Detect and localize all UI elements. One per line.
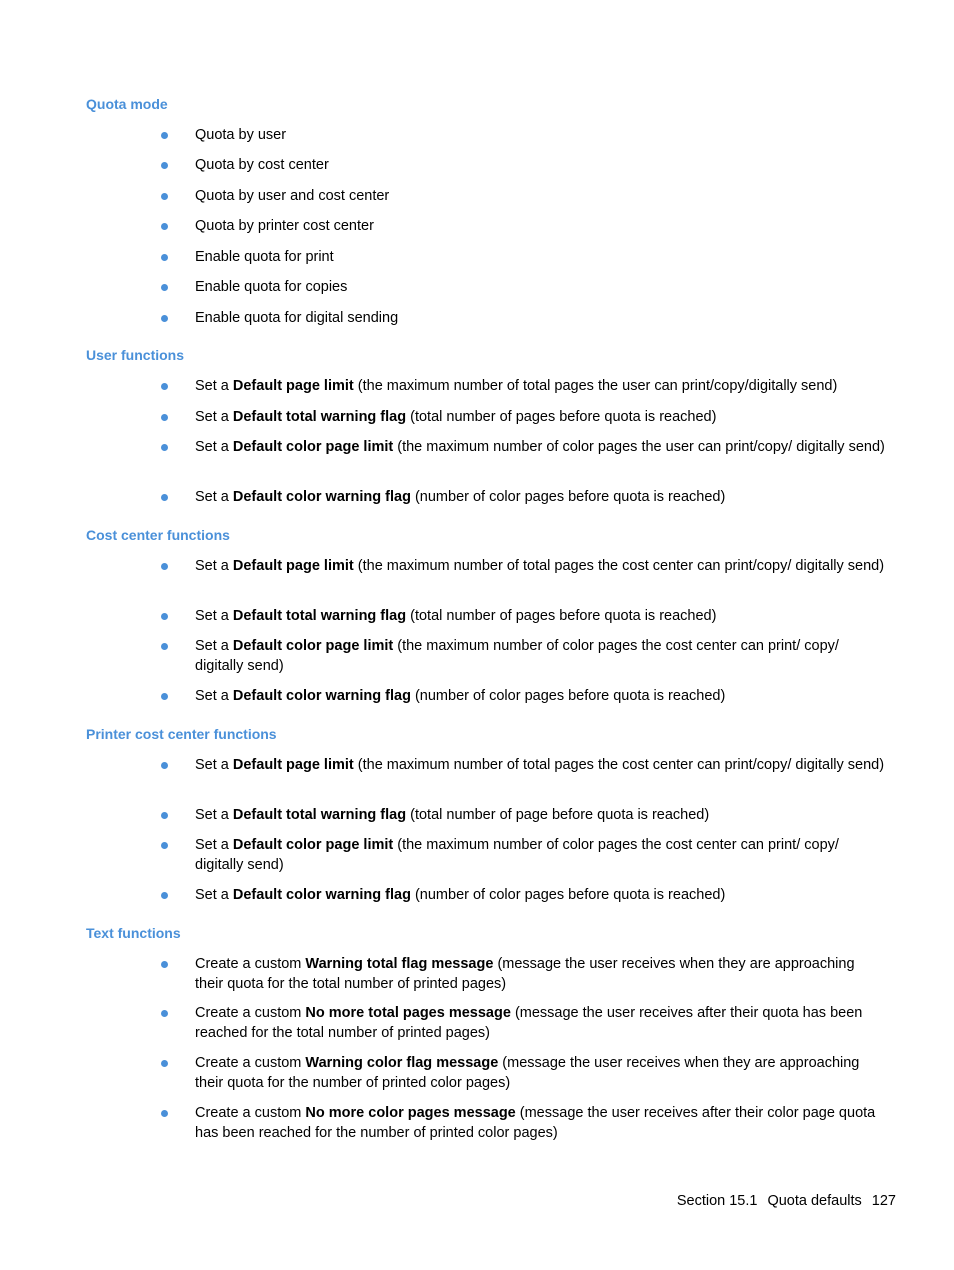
footer-title: Quota defaults [767, 1193, 862, 1209]
list-item: Enable quota for copies [195, 278, 885, 298]
list-item: Quota by user [195, 126, 885, 146]
list-item: Enable quota for digital sending [195, 309, 885, 329]
list-item: Set a Default color warning flag (number of color pages before quota is reached) [195, 886, 885, 906]
bullet-icon [161, 563, 168, 570]
bullet-icon [161, 613, 168, 620]
bullet-icon [161, 162, 168, 169]
list-item: Set a Default page limit (the maximum number of total pages the cost center can print/copy/ digitally send) [195, 557, 885, 577]
page-number: 127 [871, 1193, 896, 1209]
list-item: Set a Default total warning flag (total number of pages before quota is reached) [195, 607, 885, 627]
list-item: Set a Default color page limit (the maximum number of color pages the cost center can print/ copy/ digitally send) [195, 637, 885, 676]
list-item: Set a Default color page limit (the maximum number of color pages the cost center can print/ copy/ digitally send) [195, 836, 885, 875]
bullet-icon [161, 892, 168, 899]
bullet-icon [161, 132, 168, 139]
heading-user-functions: User functions [86, 347, 185, 363]
list-item: Quota by printer cost center [195, 217, 885, 237]
bullet-icon [161, 254, 168, 261]
list-item: Create a custom No more total pages message (message the user receives after their quota has been reached for the total number of printed pages) [195, 1004, 885, 1043]
bullet-icon [161, 812, 168, 819]
bullet-icon [161, 414, 168, 421]
bullet-icon [161, 762, 168, 769]
list-item: Create a custom Warning total flag message (message the user receives when they are approaching their quota for the total number of printed pages) [195, 955, 885, 994]
bullet-icon [161, 193, 168, 200]
list-item: Set a Default total warning flag (total number of page before quota is reached) [195, 806, 885, 826]
bullet-icon [161, 315, 168, 322]
bullet-icon [161, 1060, 168, 1067]
list-item: Enable quota for print [195, 248, 885, 268]
bullet-icon [161, 1010, 168, 1017]
list-item: Set a Default color warning flag (number of color pages before quota is reached) [195, 488, 885, 508]
list-item: Set a Default color warning flag (number of color pages before quota is reached) [195, 687, 885, 707]
list-item: Create a custom No more color pages message (message the user receives after their color page quota has been reached for the number of printed color pages) [195, 1104, 885, 1143]
heading-printer-cost-center-functions: Printer cost center functions [86, 726, 277, 742]
heading-text-functions: Text functions [86, 925, 181, 941]
bullet-icon [161, 284, 168, 291]
bullet-icon [161, 223, 168, 230]
bullet-icon [161, 842, 168, 849]
footer-section: Section 15.1 [676, 1193, 758, 1209]
bullet-icon [161, 643, 168, 650]
heading-cost-center-functions: Cost center functions [86, 527, 230, 543]
list-item: Quota by cost center [195, 156, 885, 176]
bullet-icon [161, 444, 168, 451]
list-item: Set a Default page limit (the maximum number of total pages the user can print/copy/digitally send) [195, 377, 885, 397]
list-item: Set a Default page limit (the maximum number of total pages the cost center can print/copy/ digitally send) [195, 756, 885, 776]
list-item: Quota by user and cost center [195, 187, 885, 207]
bullet-icon [161, 961, 168, 968]
bullet-icon [161, 494, 168, 501]
list-item: Set a Default color page limit (the maximum number of color pages the user can print/copy/ digitally send) [195, 438, 885, 458]
page-footer [677, 1192, 896, 1211]
list-item: Create a custom Warning color flag message (message the user receives when they are approaching their quota for the number of printed color pages) [195, 1054, 885, 1093]
heading-quota-mode: Quota mode [86, 96, 168, 112]
bullet-icon [161, 383, 168, 390]
bullet-icon [161, 693, 168, 700]
list-item: Set a Default total warning flag (total number of pages before quota is reached) [195, 408, 885, 428]
bullet-icon [161, 1110, 168, 1117]
